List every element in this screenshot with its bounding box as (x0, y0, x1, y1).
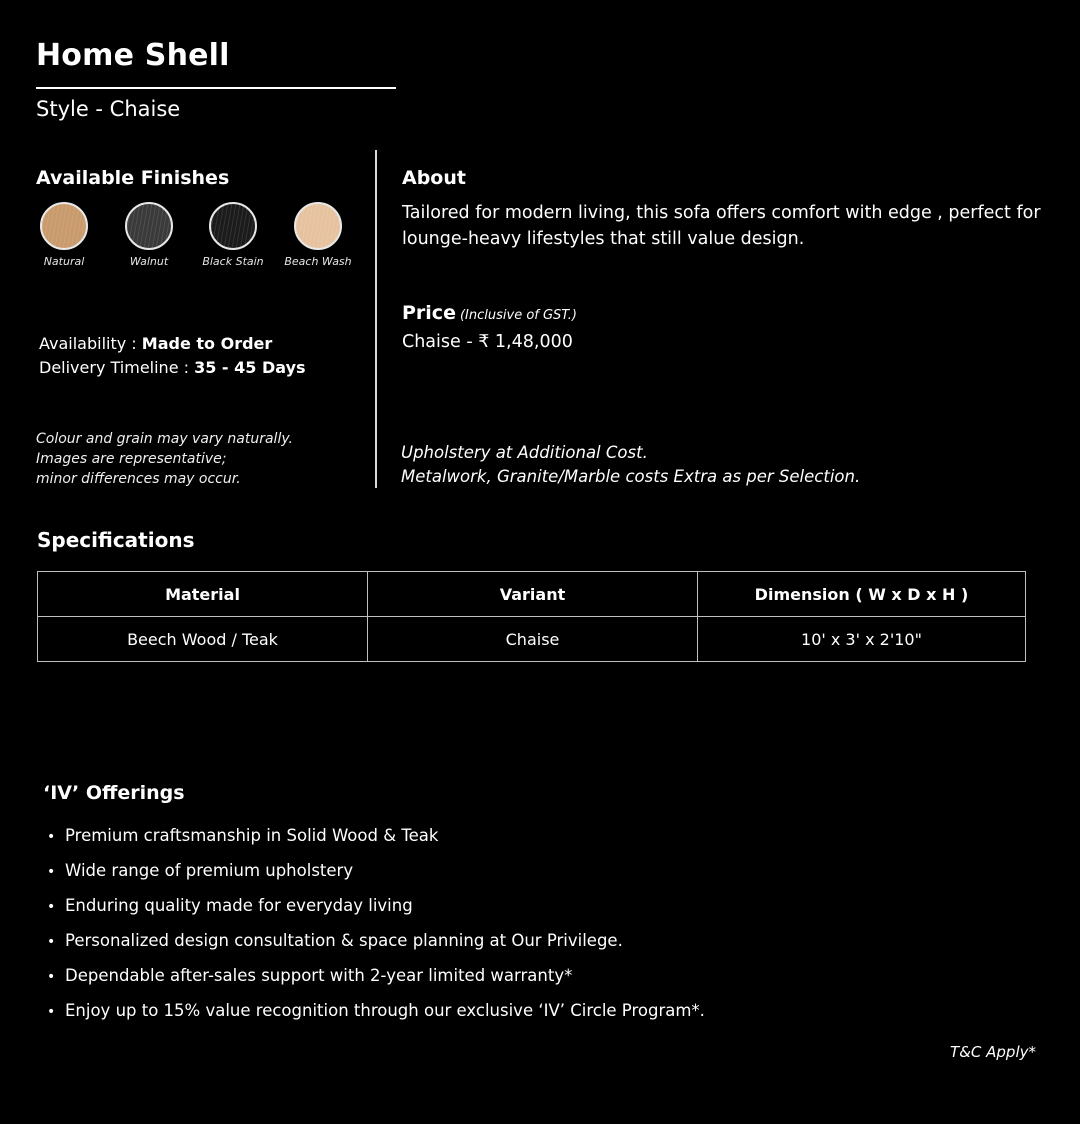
column-header: Material (38, 572, 368, 617)
price-heading (402, 302, 577, 324)
about-heading: About (402, 167, 466, 189)
specifications-table (37, 571, 1026, 662)
bullet-icon: • (47, 934, 56, 950)
list-item (47, 993, 705, 1028)
column-header: Dimension ( W x D x H ) (698, 572, 1026, 617)
offering-text: Personalized design consultation & space planning at Our Privilege. (65, 931, 623, 950)
finish-swatch (40, 202, 88, 250)
product-title: Home Shell (36, 38, 230, 73)
price-gst-note: (Inclusive of GST.) (459, 308, 577, 323)
list-item (47, 818, 705, 853)
bullet-icon: • (47, 829, 56, 845)
disclaimer-line: minor differences may occur. (36, 471, 241, 487)
finish-label: Walnut (129, 255, 169, 268)
price-value: Chaise - ₹ 1,48,000 (402, 332, 573, 352)
list-item (47, 923, 705, 958)
finish-swatch (125, 202, 173, 250)
delivery-label: Delivery Timeline : (39, 358, 195, 377)
offering-text: Enduring quality made for everyday living (65, 896, 413, 915)
column-header: Variant (368, 572, 698, 617)
list-item (47, 888, 705, 923)
disclaimer-line: Colour and grain may vary naturally. (36, 431, 293, 447)
disclaimer-line: Images are representative; (36, 451, 227, 467)
finish-swatch (209, 202, 257, 250)
specifications-heading: Specifications (37, 528, 195, 552)
finish-swatch (294, 202, 342, 250)
offering-text: Enjoy up to 15% value recognition through our exclusive ‘IV’ Circle Program*. (65, 1001, 705, 1020)
offering-text: Dependable after-sales support with 2-year limited warranty* (65, 966, 573, 985)
style-subtitle: Style - Chaise (36, 97, 181, 121)
finish-label: Beach Wash (284, 255, 352, 268)
title-underline (36, 87, 396, 89)
offering-text: Premium craftsmanship in Solid Wood & Teak (65, 826, 439, 845)
finish-walnut[interactable] (104, 202, 194, 268)
finish-black-stain[interactable] (188, 202, 278, 268)
offerings-heading: ‘IV’ Offerings (43, 782, 185, 804)
table-cell: 10' x 3' x 2'10" (698, 617, 1026, 662)
bullet-icon: • (47, 1004, 56, 1020)
finish-label: Black Stain (202, 255, 264, 268)
finish-disclaimer (36, 429, 356, 489)
availability-block (39, 332, 306, 380)
bullet-icon: • (47, 899, 56, 915)
finish-natural[interactable] (19, 202, 109, 268)
table-cell: Beech Wood / Teak (38, 617, 368, 662)
offerings-list (47, 818, 705, 1028)
terms-note: T&C Apply* (950, 1043, 1036, 1061)
list-item (47, 958, 705, 993)
finish-label: Natural (43, 255, 85, 268)
list-item (47, 853, 705, 888)
delivery-value: 35 - 45 Days (194, 358, 306, 377)
offering-text: Wide range of premium upholstery (65, 861, 354, 880)
vertical-divider (375, 150, 377, 488)
table-row (38, 617, 1026, 662)
extra-cost-note (401, 441, 1041, 489)
price-title: Price (402, 302, 456, 324)
availability-value: Made to Order (141, 334, 273, 353)
availability-label: Availability : (39, 334, 142, 353)
bullet-icon: • (47, 969, 56, 985)
table-header-row (38, 572, 1026, 617)
extra-cost-line: Metalwork, Granite/Marble costs Extra as per Selection. (401, 467, 861, 486)
extra-cost-line: Upholstery at Additional Cost. (401, 443, 648, 462)
finish-beach-wash[interactable] (273, 202, 363, 268)
about-text: Tailored for modern living, this sofa offers comfort with edge , perfect for lounge-heavy lifestyles that still value design. (402, 203, 1041, 249)
bullet-icon: • (47, 864, 56, 880)
finishes-heading: Available Finishes (36, 167, 230, 189)
table-cell: Chaise (368, 617, 698, 662)
